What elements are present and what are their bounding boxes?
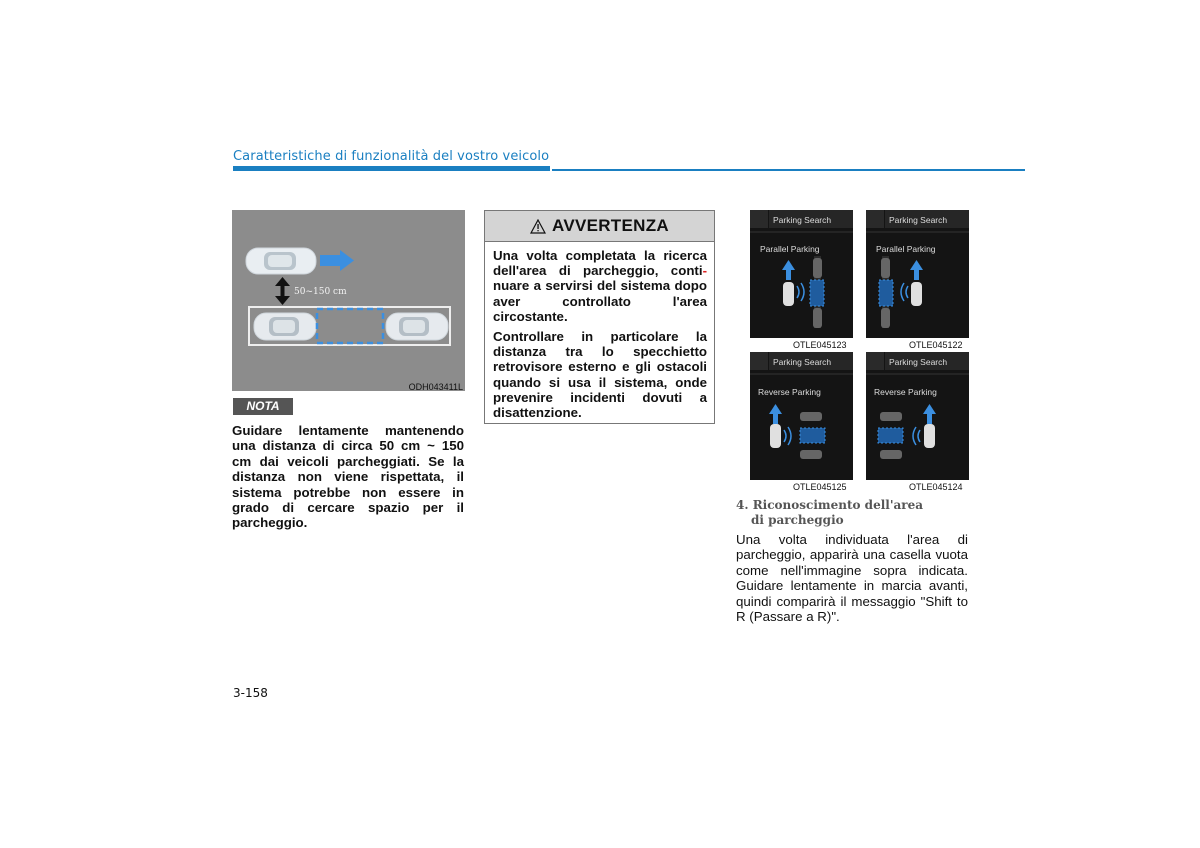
warning-header bbox=[485, 211, 714, 242]
figure-code: ODH043411L bbox=[408, 382, 463, 392]
panel-code: OTLE045124 bbox=[909, 482, 963, 492]
panel-header: Parking Search bbox=[773, 357, 832, 367]
warning-body bbox=[485, 242, 714, 420]
parked-car-left-icon bbox=[254, 313, 316, 340]
section-title-line-2: di parcheggio bbox=[751, 513, 844, 527]
section-title-line-1: 4. Riconoscimento dell'area bbox=[736, 498, 924, 512]
section-title bbox=[736, 498, 923, 528]
panel-code: OTLE045123 bbox=[793, 340, 847, 350]
section-body: Una volta individuata l'area di parcheggio, apparirà una casella vuota come nell'immagine sopra indicata. Guidare lentamente in marcia avanti, quindi comparirà il messaggio "Shift to R (Passare a R)". bbox=[736, 532, 968, 625]
panel-mode: Parallel Parking bbox=[876, 244, 936, 254]
parking-distance-illustration bbox=[232, 210, 465, 391]
distance-label: 50~150 cm bbox=[294, 287, 347, 297]
header-rule-thick bbox=[233, 166, 550, 171]
panel-code: OTLE045125 bbox=[793, 482, 847, 492]
header-rule-thin bbox=[552, 169, 1025, 171]
parallel-parking-right-illustration bbox=[866, 210, 969, 338]
warning-p1-part-b: nuare a servirsi del sistema dopo aver controllato l'area circostante. bbox=[493, 278, 707, 324]
panel-mode: Parallel Parking bbox=[760, 244, 820, 254]
page-number: 3-158 bbox=[233, 686, 268, 700]
parking-distance-figure bbox=[232, 210, 465, 397]
parking-screen-panel bbox=[750, 352, 853, 480]
warning-hyphen: - bbox=[702, 263, 707, 279]
parking-screen-panel bbox=[866, 210, 969, 338]
panel-header: Parking Search bbox=[889, 215, 948, 225]
parked-car-right-icon bbox=[386, 313, 448, 340]
warning-paragraph-2: Controllare in particolare la distanza tra lo specchietto retrovisore esterno e gli ostacoli quando si usa il sistema, onde prevenire incidenti dovuti a disattenzione. bbox=[493, 329, 707, 421]
panel-header: Parking Search bbox=[889, 357, 948, 367]
warning-p1-part-a: Una volta completata la ricerca dell'area di parcheggio, conti bbox=[493, 248, 707, 279]
reverse-parking-left-illustration bbox=[750, 352, 853, 480]
panel-mode: Reverse Parking bbox=[874, 387, 937, 397]
panel-mode: Reverse Parking bbox=[758, 387, 821, 397]
warning-paragraph-1 bbox=[493, 248, 707, 324]
warning-title: AVVERTENZA bbox=[552, 216, 669, 235]
panel-header: Parking Search bbox=[773, 215, 832, 225]
parallel-parking-left-illustration bbox=[750, 210, 853, 338]
reverse-parking-right-illustration bbox=[866, 352, 969, 480]
moving-car-icon bbox=[246, 248, 316, 274]
running-header: Caratteristiche di funzionalità del vostro veicolo bbox=[233, 149, 550, 164]
parking-screen-panel bbox=[750, 210, 853, 338]
nota-badge: NOTA bbox=[233, 398, 293, 415]
warning-box bbox=[484, 210, 715, 424]
nota-text: Guidare lentamente mantenendo una distanza di circa 50 cm ~ 150 cm dai veicoli parcheggiati. Se la distanza non viene rispettata, il sistema potrebbe non essere in grado di cercare spazio per il parcheggio. bbox=[232, 423, 464, 531]
panel-code: OTLE045122 bbox=[909, 340, 963, 350]
warning-triangle-icon bbox=[530, 219, 546, 234]
parking-screen-panel bbox=[866, 352, 969, 480]
